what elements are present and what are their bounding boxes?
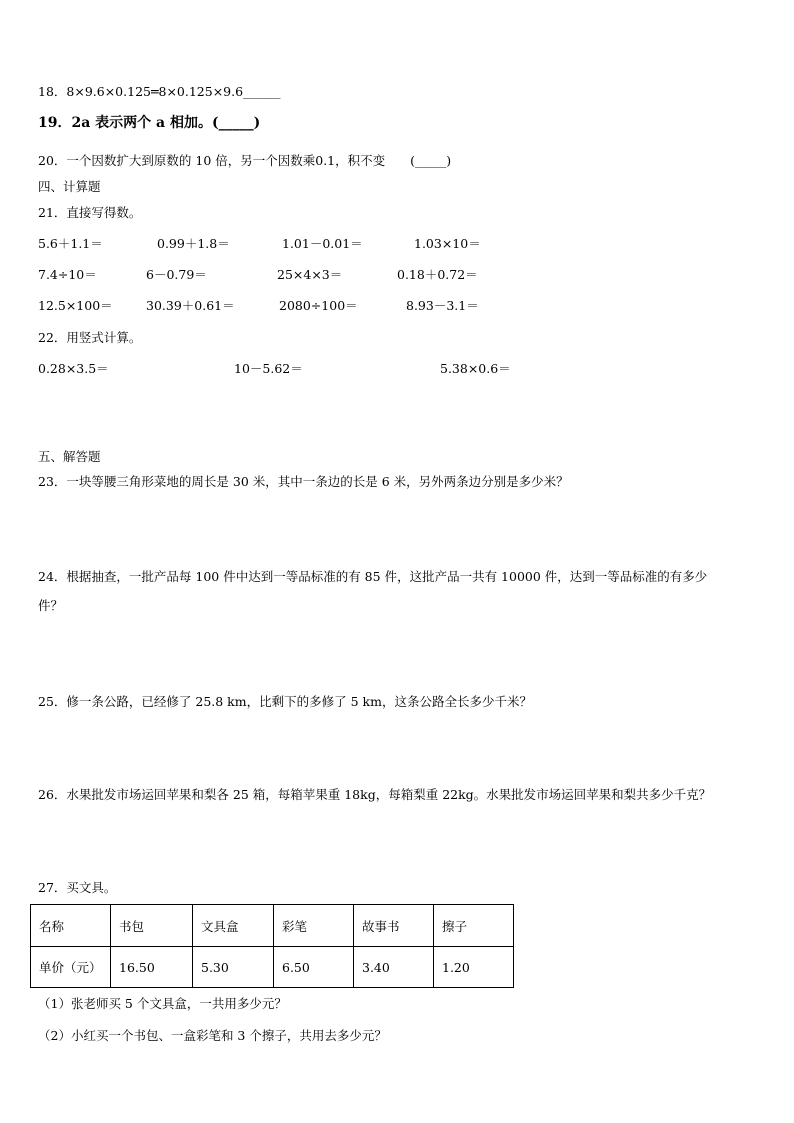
question-27: 27．买文具。 (38, 880, 117, 895)
question-23: 23．一块等腰三角形菜地的周长是 30 米，其中一条边的长是 6 米，另外两条边分别是多少米？ (38, 474, 569, 489)
vertical-calc-item: 0.28×3.5＝ (38, 361, 109, 376)
calc-item: 5.6＋1.1＝ (38, 236, 103, 251)
calc-item: 12.5×100＝ (38, 298, 113, 313)
vertical-calc-item: 10－5.62＝ (234, 361, 303, 376)
table-cell: 6.50 (274, 947, 354, 988)
calc-item: 8.93－3.1＝ (406, 298, 479, 313)
table-cell: 单价（元） (31, 947, 111, 988)
question-21: 21．直接写得数。 (38, 205, 142, 220)
question-27-part-2: （2）小红买一个书包、一盒彩笔和 3 个擦子，共用去多少元？ (38, 1028, 387, 1043)
table-row (31, 947, 514, 988)
calc-item: 0.99＋1.8＝ (157, 236, 230, 251)
calc-item: 6－0.79＝ (146, 267, 207, 282)
table-cell: 5.30 (193, 947, 274, 988)
table-cell: 故事书 (354, 905, 434, 947)
calc-item: 25×4×3＝ (277, 267, 343, 282)
calc-item: 7.4÷10＝ (38, 267, 97, 282)
section-4-heading: 四、计算题 (38, 179, 101, 194)
calc-item: 1.03×10＝ (414, 236, 481, 251)
question-27-part-1: （1）张老师买 5 个文具盒，一共用多少元？ (38, 996, 287, 1011)
price-table (30, 904, 514, 988)
table-cell: 16.50 (111, 947, 193, 988)
question-18: 18．8×9.6×0.125═8×0.125×9.6______ (38, 84, 281, 99)
calc-item: 0.18＋0.72＝ (397, 267, 478, 282)
table-cell: 擦子 (434, 905, 514, 947)
calc-item: 30.39＋0.61＝ (146, 298, 235, 313)
table-cell: 书包 (111, 905, 193, 947)
section-5-heading: 五、解答题 (38, 449, 101, 464)
question-20: 20．一个因数扩大到原数的 10 倍，另一个因数乘0.1，积不变 (_____) (38, 153, 452, 168)
question-22: 22．用竖式计算。 (38, 330, 142, 345)
calc-item: 2080÷100＝ (279, 298, 358, 313)
question-26: 26．水果批发市场运回苹果和梨各 25 箱，每箱苹果重 18kg，每箱梨重 22kg。水果批发市场运回苹果和梨共多少千克？ (38, 787, 712, 802)
question-24: 24．根据抽查，一批产品每 100 件中达到一等品标准的有 85 件，这批产品一共有 10000 件，达到一等品标准的有多少 (38, 569, 708, 584)
question-25: 25．修一条公路，已经修了 25.8 km，比剩下的多修了 5 km，这条公路全长多少千米？ (38, 694, 532, 709)
vertical-calc-item: 5.38×0.6＝ (440, 361, 511, 376)
question-24-continued: 件？ (38, 598, 64, 613)
question-19: 19．2a 表示两个 a 相加。(_____) (38, 115, 261, 131)
table-cell: 1.20 (434, 947, 514, 988)
table-header-row (31, 905, 514, 947)
calc-item: 1.01－0.01＝ (282, 236, 363, 251)
table-cell: 3.40 (354, 947, 434, 988)
table-cell: 彩笔 (274, 905, 354, 947)
table-cell: 名称 (31, 905, 111, 947)
table-cell: 文具盒 (193, 905, 274, 947)
